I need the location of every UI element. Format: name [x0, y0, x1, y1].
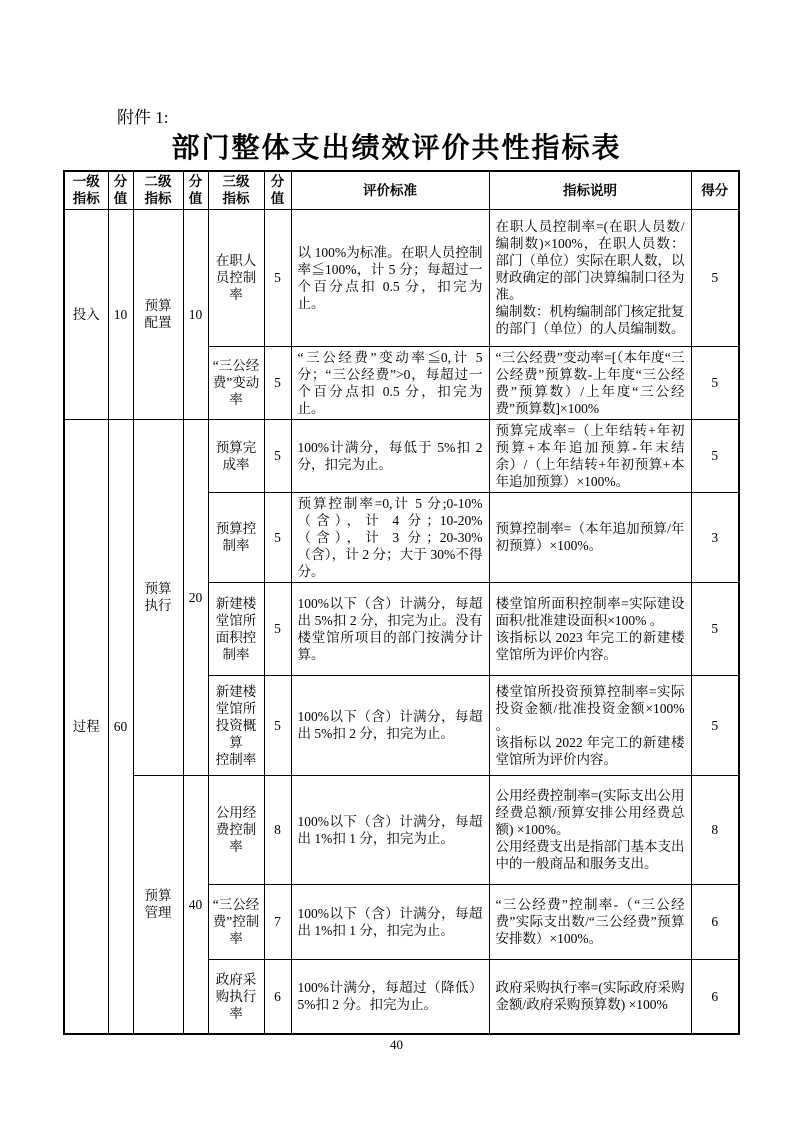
level3-score: 8	[264, 775, 291, 884]
indicator-description: 在职人员控制率=(在职人员数/编制数)×100%，在职人员数：部门（单位）实际在职人数，以财政确定的部门决算编制口径为准。 编制数：机构编制部门核定批复的部门（单位）的人员编制数。	[489, 209, 691, 346]
level1-score: 60	[108, 419, 133, 1034]
level3-score: 5	[264, 675, 291, 775]
indicator-table	[63, 170, 740, 1035]
indicator-description: 预算完成率=（上年结转+年初预算+本年追加预算-年末结余）/（上年结转+年初预算+本年追加预算）×100%。	[489, 419, 691, 492]
level2-indicator: 预算 配置	[133, 209, 183, 419]
level3-score: 6	[264, 959, 291, 1034]
level3-indicator: 预算控制率	[208, 492, 264, 582]
level3-indicator: 政府采购执行率	[208, 959, 264, 1034]
table-row	[64, 775, 739, 884]
level3-score: 5	[264, 209, 291, 346]
level3-indicator: “三公经费”变动率	[208, 346, 264, 419]
indicator-description: “三公经费”控制率-（“三公经费”实际支出数/“三公经费”预算安排数）×100%。	[489, 884, 691, 959]
evaluation-criteria: “三公经费”变动率≦0,计 5 分；“三公经费”>0，每超过一个百分点扣 0.5 分，扣完为止。	[291, 346, 489, 419]
level2-indicator: 预算 管理	[133, 775, 183, 1034]
level3-indicator: 在职人员控制率	[208, 209, 264, 346]
indicator-description: “三公经费”变动率=[（本年度“三公经费”预算数-上年度“三公经费”预算数）/上年度“三公经费”预算数]×100%	[489, 346, 691, 419]
evaluation-criteria: 100%以下（含）计满分，每超出 5%扣 2 分，扣完为止。没有楼堂馆所项目的部门按满分计算。	[291, 582, 489, 675]
attachment-label: 附件 1:	[117, 108, 169, 127]
indicator-description: 公用经费控制率=(实际支出公用经费总额/预算安排公用经费总额) ×100%。 公用经费支出是指部门基本支出中的一般商品和服务支出。	[489, 775, 691, 884]
table-header-row	[64, 171, 739, 209]
obtained-score: 5	[691, 675, 739, 775]
level3-score: 5	[264, 346, 291, 419]
obtained-score: 5	[691, 209, 739, 346]
level2-indicator: 预算 执行	[133, 419, 183, 775]
evaluation-criteria: 预算控制率=0,计 5 分;0-10%（含），计 4 分；10-20%（含），计 3 分；20-30%（含），计 2 分；大于 30%不得分。	[291, 492, 489, 582]
obtained-score: 6	[691, 884, 739, 959]
evaluation-criteria: 100%计满分，每超过（降低）5%扣 2 分。扣完为止。	[291, 959, 489, 1034]
page-title: 部门整体支出绩效评价共性指标表	[171, 133, 622, 164]
col-header-level2-score: 分 值	[183, 171, 208, 209]
level3-score: 7	[264, 884, 291, 959]
col-header-level3-score: 分 值	[264, 171, 291, 209]
page-number: 40	[390, 1037, 403, 1052]
table-row	[64, 209, 739, 346]
level2-score: 10	[183, 209, 208, 419]
level3-score: 5	[264, 582, 291, 675]
obtained-score: 3	[691, 492, 739, 582]
level1-indicator: 投入	[64, 209, 108, 419]
level3-indicator: 公用经费控制率	[208, 775, 264, 884]
evaluation-criteria: 100%以下（含）计满分，每超出 1%扣 1 分，扣完为止。	[291, 775, 489, 884]
obtained-score: 5	[691, 346, 739, 419]
col-header-criteria: 评价标准	[291, 171, 489, 209]
indicator-description: 政府采购执行率=(实际政府采购金额/政府采购预算数) ×100%	[489, 959, 691, 1034]
level3-score: 5	[264, 419, 291, 492]
level2-score: 40	[183, 775, 208, 1034]
obtained-score: 5	[691, 582, 739, 675]
level1-indicator: 过程	[64, 419, 108, 1034]
level2-score: 20	[183, 419, 208, 775]
col-header-level1-indicator: 一级 指标	[64, 171, 108, 209]
col-header-level2-indicator: 二级 指标	[133, 171, 183, 209]
col-header-description: 指标说明	[489, 171, 691, 209]
obtained-score: 8	[691, 775, 739, 884]
level1-score: 10	[108, 209, 133, 419]
indicator-description: 楼堂馆所面积控制率=实际建设面积/批准建设面积×100% 。 该指标以 2023 年完工的新建楼堂馆所为评价内容。	[489, 582, 691, 675]
level3-indicator: “三公经费”控制率	[208, 884, 264, 959]
obtained-score: 6	[691, 959, 739, 1034]
evaluation-criteria: 100%计满分，每低于 5%扣 2 分，扣完为止。	[291, 419, 489, 492]
level3-indicator: 新建楼堂馆所面积控制率	[208, 582, 264, 675]
evaluation-criteria: 100%以下（含）计满分，每超出 1%扣 1 分，扣完为止。	[291, 884, 489, 959]
evaluation-criteria: 以 100%为标准。在职人员控制率≦100%，计 5 分；每超过一个百分点扣 0.5 分，扣完为止。	[291, 209, 489, 346]
col-header-level3-indicator: 三级 指标	[208, 171, 264, 209]
col-header-obtained-score: 得分	[691, 171, 739, 209]
col-header-level1-score: 分 值	[108, 171, 133, 209]
indicator-description: 楼堂馆所投资预算控制率=实际投资金额/批准投资金额×100% 。 该指标以 2022 年完工的新建楼堂馆所为评价内容。	[489, 675, 691, 775]
level3-indicator: 新建楼堂馆所投资概算 控制率	[208, 675, 264, 775]
table-row	[64, 419, 739, 492]
evaluation-criteria: 100%以下（含）计满分，每超出 5%扣 2 分，扣完为止。	[291, 675, 489, 775]
indicator-description: 预算控制率=（本年追加预算/年初预算）×100%。	[489, 492, 691, 582]
obtained-score: 5	[691, 419, 739, 492]
level3-score: 5	[264, 492, 291, 582]
level3-indicator: 预算完成率	[208, 419, 264, 492]
